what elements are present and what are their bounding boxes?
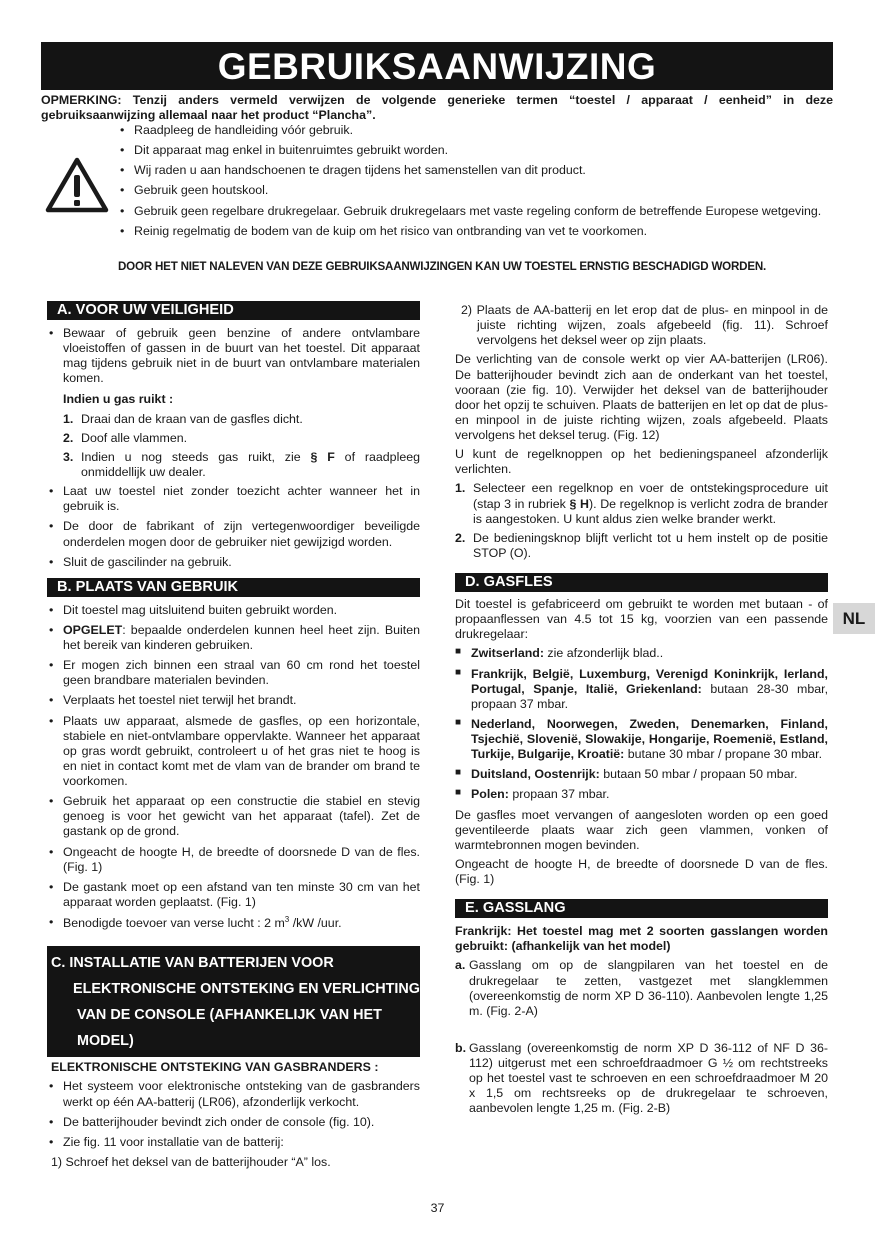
list-item: 3. Indien u nog steeds gas ruikt, zie § F of raadpleeg onmiddellijk uw dealer.	[63, 449, 420, 479]
paragraph: Dit toestel is gefabriceerd om gebruikt te worden met butaan - of propaanflessen van 4.5 tot 15 kg, voorzien van een passende drukregelaar:	[455, 597, 828, 642]
paragraph: Ongeacht de hoogte H, de breedte of doorsnede D van de fles. (Fig. 1)	[455, 856, 828, 886]
list-item: 1. Selecteer een regelknop en voer de ontstekingsprocedure uit (stap 3 in rubriek § H). De regelknop is verlicht zodra de brander is aangestoken. U kunt aldus zien welke brander werkt.	[455, 481, 828, 526]
list-item: • Sluit de gascilinder na gebruik.	[47, 555, 420, 570]
section-e-heading: E. GASSLANG	[455, 899, 828, 918]
list-item: • De batterijhouder bevindt zich onder de console (fig. 10).	[47, 1115, 420, 1130]
list-item: • Ongeacht de hoogte H, de breedte of doorsnede D van de fles. (Fig. 1)	[47, 845, 420, 875]
list-item: ■ Frankrijk, België, Luxemburg, Verenigd Koninkrijk, Ierland, Portugal, Spanje, Italië, Griekenland: butaan 28-30 mbar, propaan 37 mbar.	[455, 667, 828, 712]
list-item: • Benodigde toevoer van verse lucht : 2 $m^3$ /kW /uur.	[47, 915, 420, 931]
warning-triangle-icon	[43, 155, 111, 217]
warning-list	[118, 123, 833, 244]
list-item: • De door de fabrikant of zijn vertegenwoordiger beveiligde onderdelen mogen door de gebruiker niet gewijzigd worden.	[47, 519, 420, 549]
list-item: • Raadpleeg de handleiding vóór gebruik.	[118, 123, 833, 138]
list-item: • Wij raden u aan handschoenen te dragen tijdens het samenstellen van dit product.	[118, 163, 833, 178]
list-item: • Dit apparaat mag enkel in buitenruimtes gebruikt worden.	[118, 143, 833, 158]
list-item: • Verplaats het toestel niet terwijl het brandt.	[47, 693, 420, 708]
list-item: ■ Zwitserland: zie afzonderlijk blad..	[455, 646, 828, 661]
list-item: • Er mogen zich binnen een straal van 60 cm rond het toestel geen brandbare materialen bevinden.	[47, 658, 420, 688]
list-item: • Het systeem voor elektronische ontsteking van de gasbranders werkt op één AA-batterij (LR06), afzonderlijk verkocht.	[47, 1079, 420, 1109]
section-e-intro: Frankrijk: Het toestel mag met 2 soorten gasslangen worden gebruikt: (afhankelijk van het model)	[455, 924, 828, 954]
list-item: • Gebruik geen regelbare drukregelaar. Gebruik drukregelaars met vaste regeling conform de betreffende Europese wetgeving.	[118, 204, 833, 219]
list-item: • OPGELET: bepaalde onderdelen kunnen heel heet zijn. Buiten het bereik van kinderen gebruiken.	[47, 623, 420, 653]
list-item: • Bewaar of gebruik geen benzine of andere ontvlambare vloeistoffen of gassen in de buurt van het toestel. Dit apparaat mag tijdens gebruik niet in de buurt van ontvlambare materialen komen.	[47, 326, 420, 387]
paragraph: U kunt de regelknoppen op het bedieningspaneel afzonderlijk verlichten.	[455, 447, 828, 477]
page-number: 37	[430, 1201, 445, 1215]
paragraph: De verlichting van de console werkt op vier AA-batterijen (LR06). De batterijhouder bevindt zich aan de onderkant van het toestel, vooraan (zie fig. 10). Verwijder het deksel van de batterijhouder door het opzij te schuiven. Plaats de batterijen en let op dat de plus- en minpool in de juiste richting wijzen, zoals afgebeeld. Plaats vervolgens het deksel terug. (Fig. 12)	[455, 352, 828, 442]
section-b-heading: B. PLAATS VAN GEBRUIK	[47, 578, 420, 597]
list-item: ■ Polen: propaan 37 mbar.	[455, 787, 828, 802]
gas-smell-heading: Indien u gas ruikt :	[63, 391, 174, 406]
list-item: a. Gasslang om op de slangpilaren van het toestel en de drukregelaar te zetten, vastgezet met slangklemmen (overeenkomstig de norm XP D 36-110). Aanbevolen lengte 1,25 m. (Fig. 2-A)	[455, 958, 828, 1018]
page-title: GEBRUIKSAANWIJZING	[41, 42, 833, 90]
section-a-heading: A. VOOR UW VEILIGHEID	[47, 301, 420, 320]
paragraph: De gasfles moet vervangen of aangesloten worden op een goed geventileerde plaats waar zich geen vlammen, vonken of warmtebronnen mogen bevinden.	[455, 807, 828, 852]
section-c-heading: C. INSTALLATIE VAN BATTERIJEN VOOR ELEKTRONISCHE ONTSTEKING EN VERLICHTING VAN DE CONSOLE (AFHANKELIJK VAN HET MODEL)	[47, 946, 420, 1057]
list-item: • De gastank moet op een afstand van ten minste 30 cm van het apparaat worden geplaatst. (Fig. 1)	[47, 880, 420, 910]
right-column	[455, 303, 828, 1121]
left-column	[47, 301, 420, 1170]
list-item: • Zie fig. 11 voor installatie van de batterij:	[47, 1135, 420, 1150]
list-item: ■ Nederland, Noorwegen, Zweden, Denemarken, Finland, Tsjechië, Slovenië, Slowakije, Hongarije, Roemenië, Estland, Turkije, Bulgarije, Kroatië: butane 30 mbar / propane 30 mbar.	[455, 717, 828, 762]
list-item: 1. Draai dan de kraan van de gasfles dicht.	[63, 411, 303, 426]
list-item: • Gebruik geen houtskool.	[118, 183, 833, 198]
section-c-subheading: ELEKTRONISCHE ONTSTEKING VAN GASBRANDERS :	[51, 1060, 379, 1075]
section-d-heading: D. GASFLES	[455, 573, 828, 592]
list-item: 1) Schroef het deksel van de batterijhouder “A” los.	[51, 1154, 331, 1169]
list-item: 2. Doof alle vlammen.	[63, 430, 188, 445]
language-tab: NL	[833, 603, 875, 634]
warning-footer: DOOR HET NIET NALEVEN VAN DEZE GEBRUIKSAANWIJZINGEN KAN UW TOESTEL ERNSTIG BESCHADIGD WORDEN.	[118, 260, 767, 273]
list-item: ■ Duitsland, Oostenrijk: butaan 50 mbar / propaan 50 mbar.	[455, 767, 828, 782]
list-item: • Dit toestel mag uitsluitend buiten gebruikt worden.	[47, 603, 420, 618]
list-item: • Laat uw toestel niet zonder toezicht achter wanneer het in gebruik is.	[47, 484, 420, 514]
list-item: 2) Plaats de AA-batterij en let erop dat de plus- en minpool in de juiste richting wijzen, zoals afgebeeld (fig. 11). Schroef vervolgens het deksel weer op zijn plaats.	[461, 303, 828, 348]
note: OPMERKING: Tenzij anders vermeld verwijzen de volgende generieke termen “toestel / apparaat / eenheid” in deze gebruiksaanwijzing allemaal naar het product “Plancha”.	[41, 93, 833, 123]
list-item: • Reinig regelmatig de bodem van de kuip om het risico van ontbranding van vet te voorkomen.	[118, 224, 833, 239]
list-item: 2. De bedieningsknop blijft verlicht tot u hem instelt op de positie STOP (O).	[455, 530, 828, 560]
list-item: • Plaats uw apparaat, alsmede de gasfles, op een horizontale, stabiele en niet-ontvlambare oppervlakte. Wanneer het apparaat op gras wordt gebruikt, controleert u of het gras niet te hoog is en niet in contact komt met de vlam van de brander om brand te voorkomen.	[47, 714, 420, 790]
list-item: b. Gasslang (overeenkomstig de norm XP D 36-112 of NF D 36-112) uitgerust met een schroefdraadmoer G ½ om rechtstreeks op het toestel vast te schroeven en een schroefdraadmoer M 20 x 1,5 om rechtsreeks op de drukregelaar te schroeven, aanbevolen lengte 1,25 m. (Fig. 2-B)	[455, 1040, 828, 1116]
list-item: • Gebruik het apparaat op een constructie die stabiel en stevig genoeg is voor het gewicht van het apparaat (tafel). Zet de gastank op de grond.	[47, 794, 420, 839]
